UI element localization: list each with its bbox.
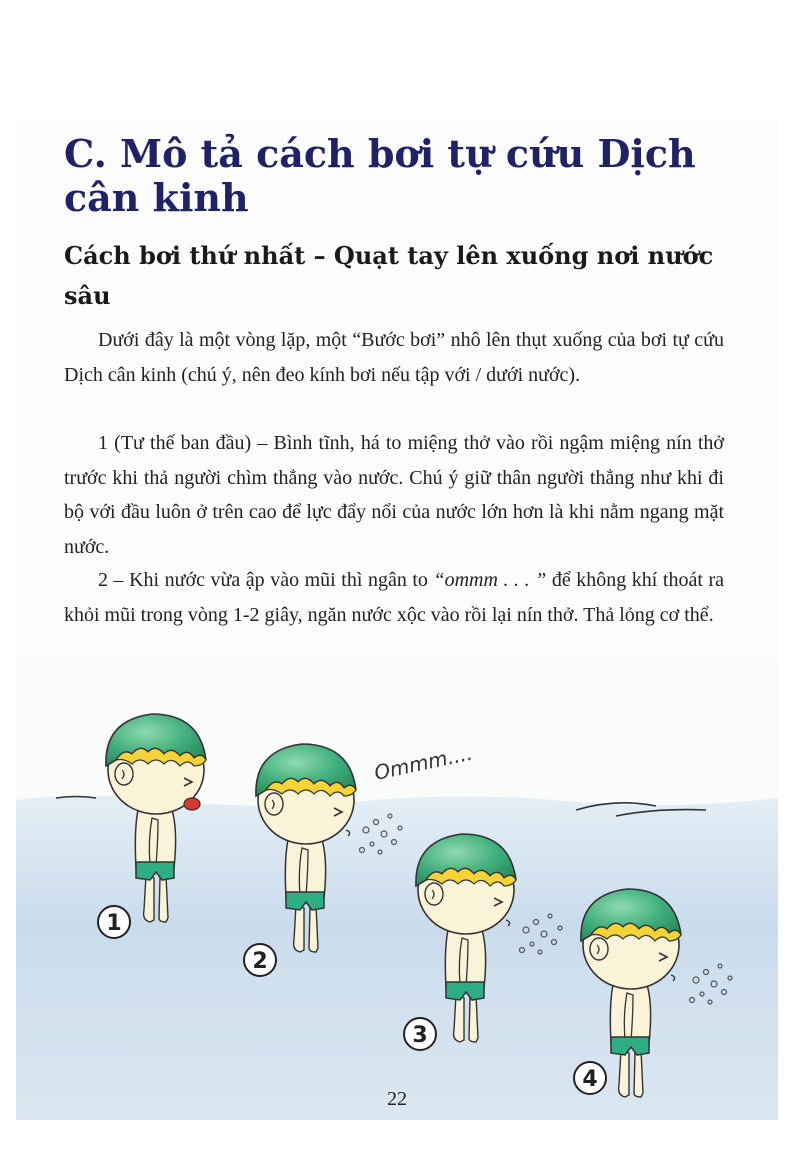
svg-text:1: 1 — [106, 911, 122, 936]
step-2-text-start: 2 – Khi nước vừa ập vào mũi thì ngân to — [98, 569, 434, 591]
svg-text:3: 3 — [412, 1023, 428, 1048]
page-top-margin — [16, 0, 778, 118]
step-marker-2 — [244, 944, 276, 976]
paragraph-intro: Dưới đây là một vòng lặp, một “Bước bơi” nhô lên thụt xuống của bơi tự cứu Dịch cân kinh (chú ý, nên đeo kính bơi nếu tập với / dưới nước). — [64, 329, 724, 386]
step-marker-3 — [404, 1018, 436, 1050]
step-marker-1 — [98, 906, 130, 938]
section-heading: C. Mô tả cách bơi tự cứu Dịch cân kinh — [64, 131, 696, 220]
book-page — [16, 118, 778, 1120]
paragraph-step-2 — [64, 563, 724, 632]
step-2-text-end: để không khí thoát ra khỏi mũi trong vòng 1-2 giây, ngăn nước xộc vào rồi lại nín thở. Thả lỏng cơ thể. — [64, 569, 724, 626]
svg-text:4: 4 — [582, 1067, 598, 1092]
hum-sound-text: “ommm . . . ” — [433, 569, 547, 591]
page-number: 22 — [387, 1088, 407, 1110]
svg-text:2: 2 — [252, 949, 268, 974]
section-subheading: Cách bơi thứ nhất – Quạt tay lên xuống nơi nước sâu — [64, 241, 714, 310]
hum-text: Ommm.... — [372, 740, 475, 785]
paragraph-step-1: 1 (Tư thế ban đầu) – Bình tĩnh, há to miệng thở vào rồi ngậm miệng nín thở trước khi thả người chìm thẳng vào nước. Chú ý giữ thân người thẳng như khi đi bộ với đầu luôn ở trên cao để lực đẩy nổi của nước lớn hơn là khi nằm ngang mặt nước. — [64, 432, 724, 558]
swimming-steps-illustration — [16, 660, 778, 1120]
